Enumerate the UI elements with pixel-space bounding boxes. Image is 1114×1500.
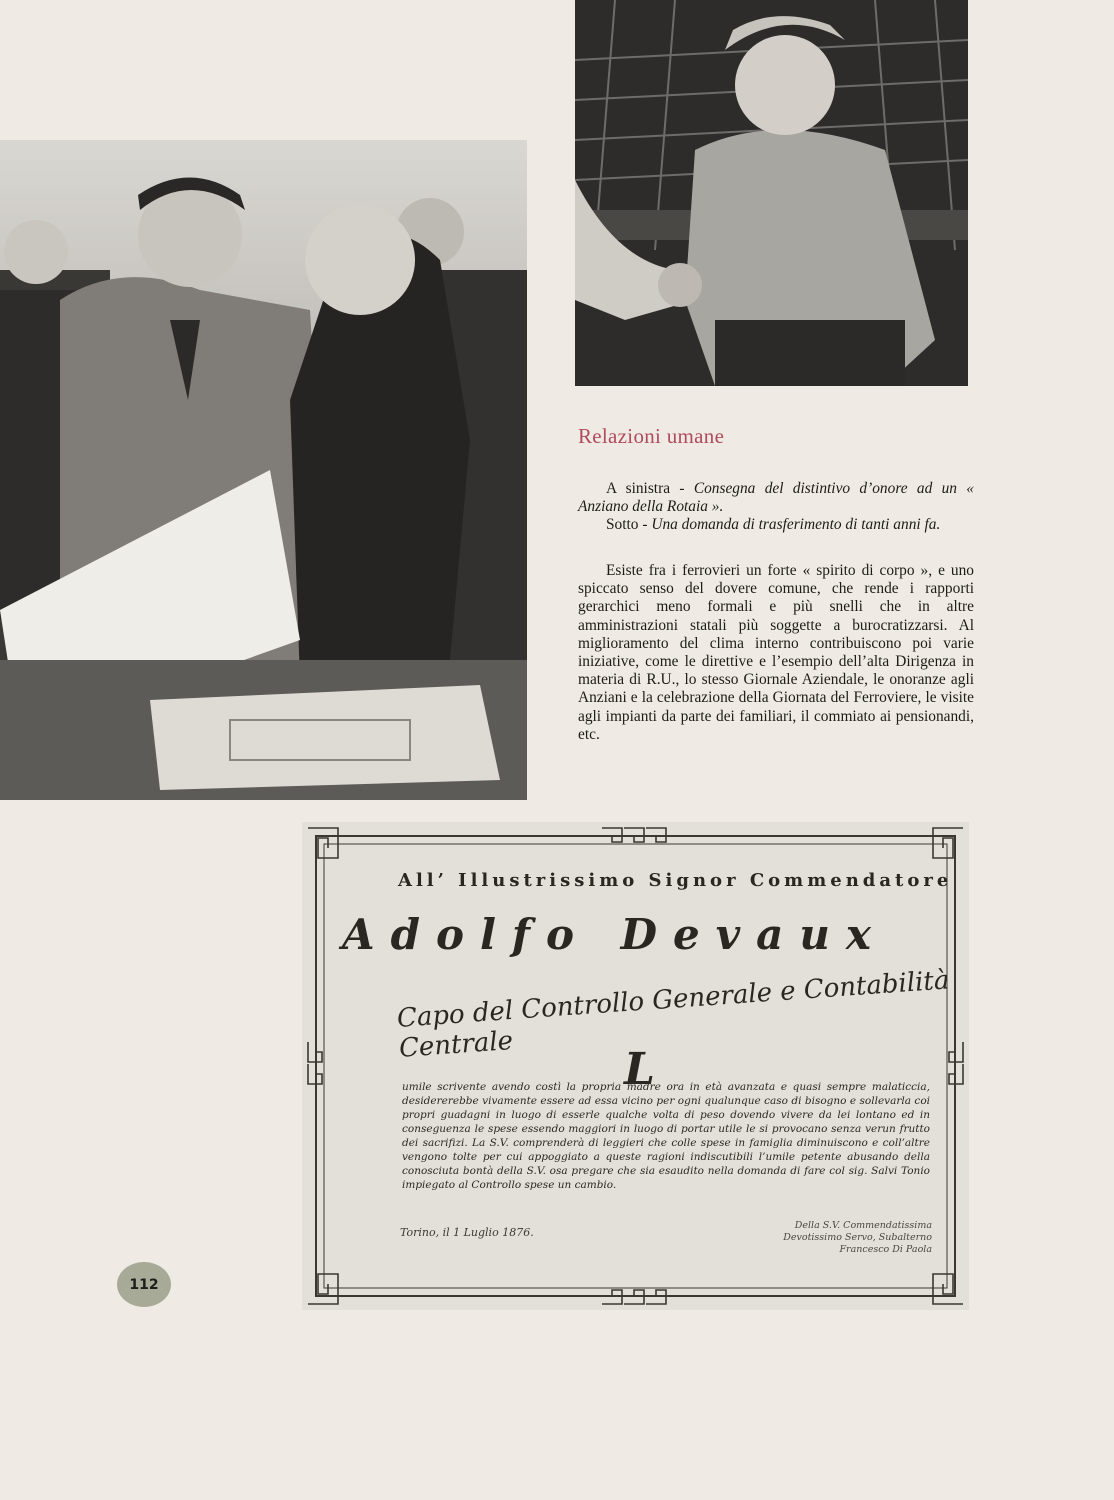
ceremony-photo (0, 140, 527, 800)
letter-dropcap: L (624, 1044, 655, 1095)
caption-below-document: Sotto - Una domanda di trasferimento di tanti anni fa. (606, 516, 941, 534)
letter-recipient-title: Capo del Controllo Generale e Contabilità Centrale (396, 965, 951, 1064)
photo-captions (578, 480, 974, 535)
section-heading: Relazioni umane (578, 424, 725, 448)
page-number-badge (117, 1262, 171, 1307)
letter-date: Torino, il 1 Luglio 1876. (400, 1226, 534, 1239)
letter-signature: Della S.V. Commendatissima Devotissimo Servo, Subalterno Francesco Di Paola (783, 1220, 932, 1255)
letter-salutation: All’ Illustrissimo Signor Commendatore (398, 870, 953, 891)
letter-body: umile scrivente avendo costì la propria madre ora in età avanzata e quasi sempre malaticcia, desidererebbe vivamente essere ad essa vicino per ogni qualunque caso di bisogno e sollevarla coi propri guadagni in luogo di esserle qualche volta di peso dovendo vivere da lei lontano ed in conseguenza le spese essendo maggiori in luogo di portar utile le si provocano senza verun frutto dei sacrifizi. La S.V. comprenderà di leggieri che colle spese in famiglia diminuiscono e coll’altre vengono tolte per cui appoggiato a queste ragioni indiscutibili l’umile petente abusando della conosciuta bontà della S.V. osa pregare che sia esaudito nella domanda di fare col sig. Salvi Tonio impiegato al Controllo spese un cambio. (402, 1081, 930, 1191)
worker-handshake-photo (575, 0, 968, 386)
page-number: 112 (129, 1276, 159, 1293)
main-paragraph: Esiste fra i ferrovieri un forte « spirito di corpo », e uno spiccato senso del dovere comune, che rende i rapporti gerarchici meno formali e più snelli che in altre amministrazioni statali più soggette a burocratizzarsi. Al miglioramento del clima interno contribuiscono poi varie iniziative, come le direttive e l’esempio dell’alta Dirigenza in materia di R.U., lo stesso Giornale Aziendale, le onoranze agli Anziani e la celebrazione della Giornata del Ferroviere, le visite agli impianti da parte dei familiari, il commiato ai pensionandi, etc. (578, 562, 974, 743)
letter-recipient-name: Adolfo Devaux (342, 910, 887, 959)
caption-left-photo: A sinistra - Consegna del distintivo d’onore ad un « Anziano della Rotaia ». (578, 480, 974, 516)
historic-transfer-request-letter (302, 822, 969, 1310)
